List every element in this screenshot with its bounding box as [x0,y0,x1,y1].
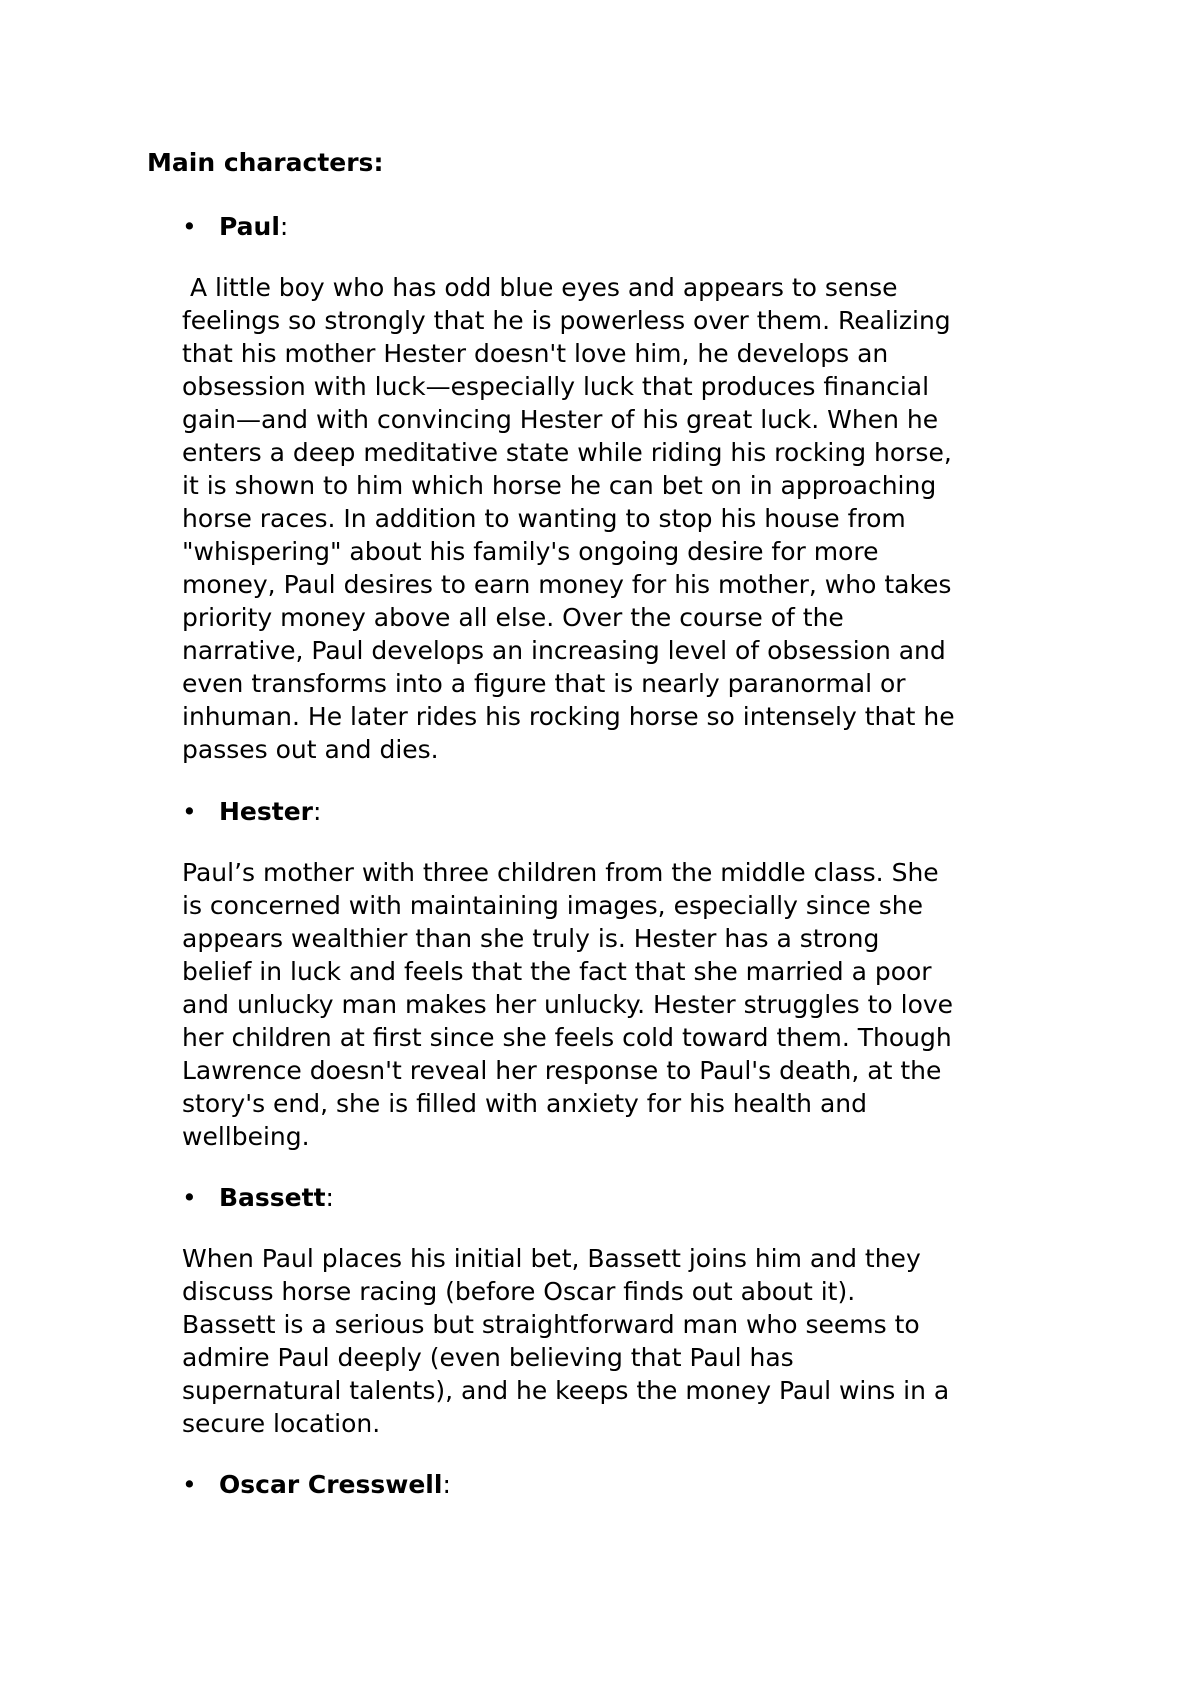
description-line: her children at first since she feels cold toward them. Though [182,1023,952,1052]
description-line: it is shown to him which horse he can bet on in approaching [182,471,937,500]
description-line: Paul’s mother with three children from the middle class. She [182,858,939,887]
description-line: passes out and dies. [182,735,439,764]
character-colon: : [442,1470,451,1499]
description-line: narrative, Paul develops an increasing level of obsession and [182,636,946,665]
description-line: money, Paul desires to earn money for his mother, who takes [182,570,952,599]
description-line: Bassett is a serious but straightforward man who seems to [182,1310,920,1339]
description-line: appears wealthier than she truly is. Hester has a strong [182,924,880,953]
character-colon: : [313,797,322,826]
bullet-icon: • [182,212,197,241]
bullet-icon: • [182,1470,197,1499]
description-line: even transforms into a figure that is nearly paranormal or [182,669,906,698]
character-name: Paul [219,212,280,241]
description-line: supernatural talents), and he keeps the money Paul wins in a [182,1376,950,1405]
description-line: wellbeing. [182,1122,310,1151]
description-line: Lawrence doesn't reveal her response to Paul's death, at the [182,1056,942,1085]
character-description-bassett [182,1242,1102,1440]
description-line: admire Paul deeply (even believing that Paul has [182,1343,794,1372]
description-line: inhuman. He later rides his rocking horse so intensely that he [182,702,955,731]
description-line: A little boy who has odd blue eyes and appears to sense [182,273,898,302]
character-name: Oscar Cresswell [219,1470,443,1499]
character-description-paul [182,271,1102,766]
page-heading: Main characters: [147,148,384,177]
description-line: belief in luck and feels that the fact that she married a poor [182,957,932,986]
character-colon: : [325,1183,334,1212]
description-line: enters a deep meditative state while riding his rocking horse, [182,438,952,467]
character-item-bassett [182,1181,1102,1214]
description-line: is concerned with maintaining images, especially since she [182,891,924,920]
character-name: Hester [219,797,313,826]
description-line: feelings so strongly that he is powerless over them. Realizing [182,306,951,335]
character-heading [219,795,321,828]
description-line: obsession with luck—especially luck that produces financial [182,372,930,401]
description-line: "whispering" about his family's ongoing desire for more [182,537,879,566]
description-line: gain—and with convincing Hester of his great luck. When he [182,405,939,434]
description-line: story's end, she is filled with anxiety for his health and [182,1089,867,1118]
character-heading [219,1468,451,1501]
character-heading [219,210,288,243]
description-line: and unlucky man makes her unlucky. Hester struggles to love [182,990,954,1019]
description-line: priority money above all else. Over the course of the [182,603,844,632]
bullet-icon: • [182,1183,197,1212]
description-line: that his mother Hester doesn't love him, he develops an [182,339,889,368]
bullet-icon: • [182,797,197,826]
character-item-hester [182,795,1102,828]
character-heading [219,1181,334,1214]
character-item-paul [182,210,1102,243]
description-line: When Paul places his initial bet, Bassett joins him and they [182,1244,921,1273]
character-colon: : [279,212,289,241]
description-line: discuss horse racing (before Oscar finds out about it). [182,1277,856,1306]
description-line: secure location. [182,1409,381,1438]
description-line: horse races. In addition to wanting to stop his house from [182,504,906,533]
character-name: Bassett [219,1183,326,1212]
character-description-hester [182,856,1102,1153]
character-item-oscar-cresswell [182,1468,1102,1501]
